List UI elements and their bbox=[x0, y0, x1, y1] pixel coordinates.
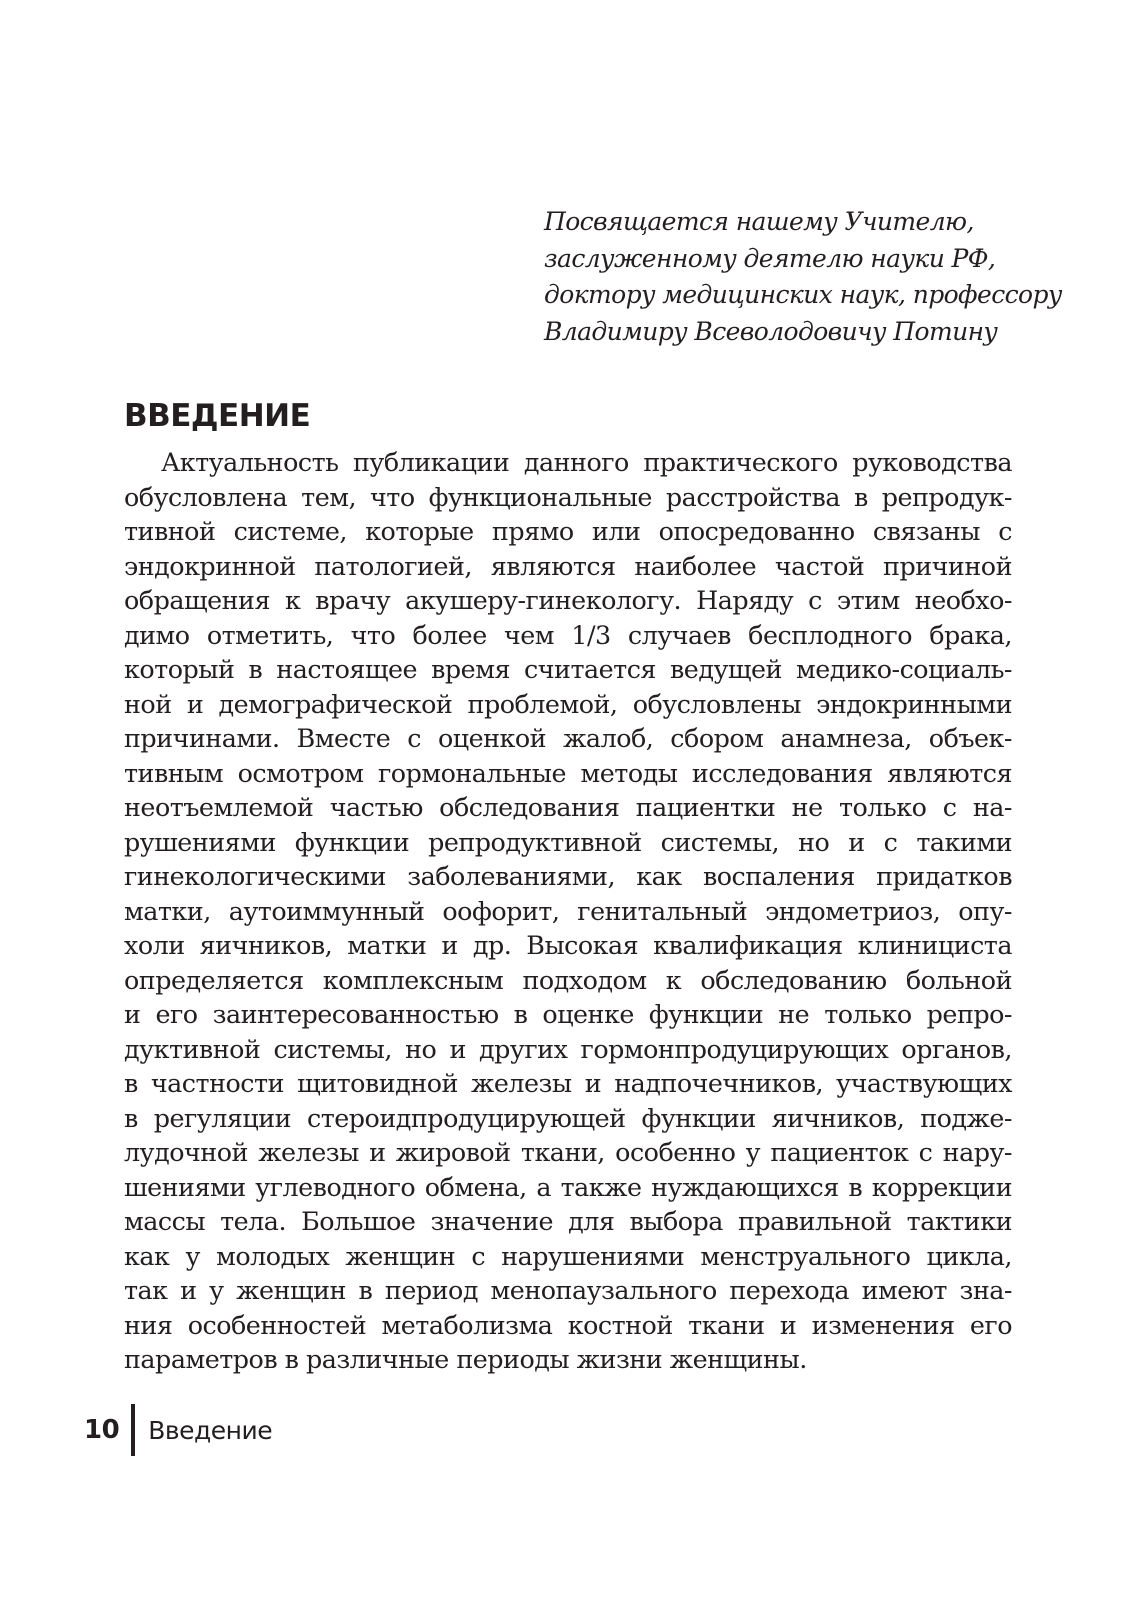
paragraph-line: дуктивной системы, но и других гормонпродуцирующих органов, bbox=[124, 1033, 1012, 1064]
paragraph-line: параметров в различные периоды жизни женщины. bbox=[124, 1344, 807, 1374]
page-number: 10 bbox=[84, 1415, 120, 1445]
paragraph-line: массы тела. Большое значение для выбора правильной тактики bbox=[124, 1206, 1012, 1236]
paragraph-line: так и у женщин в период менопаузального перехода имеют зна- bbox=[124, 1275, 1012, 1305]
section-heading: ВВЕДЕНИЕ bbox=[124, 398, 311, 434]
dedication-line: Владимиру Всеволодовичу Потину bbox=[544, 316, 998, 346]
paragraph-line: димо отметить, что более чем 1/3 случаев бесплодного брака, bbox=[124, 619, 1012, 650]
body-paragraph bbox=[124, 445, 1012, 1377]
paragraph-line: в частности щитовидной железы и надпочечников, участвующих bbox=[124, 1068, 1012, 1098]
dedication bbox=[544, 204, 1062, 350]
paragraph-line: Актуальность публикации данного практического руководства bbox=[161, 447, 1012, 477]
paragraph-line: в регуляции стероидпродуцирующей функции яичников, подже- bbox=[124, 1102, 1012, 1133]
paragraph-line: матки, аутоиммунный оофорит, генитальный эндометриоз, опу- bbox=[124, 895, 1012, 926]
paragraph-line: определяется комплексным подходом к обследованию больной bbox=[124, 964, 1012, 995]
paragraph-line: рушениями функции репродуктивной системы, но и с такими bbox=[124, 826, 1012, 857]
paragraph-line: который в настоящее время считается ведущей медико-социаль- bbox=[124, 654, 1012, 684]
running-title: Введение bbox=[148, 1415, 273, 1445]
page-footer bbox=[84, 1404, 272, 1456]
paragraph-line: тивной системе, которые прямо или опосредованно связаны с bbox=[124, 516, 1012, 546]
paragraph-line: причинами. Вместе с оценкой жалоб, сбором анамнеза, объек- bbox=[124, 723, 1012, 753]
paragraph-line: обращения к врачу акушеру-гинекологу. Наряду с этим необхо- bbox=[124, 585, 1012, 615]
paragraph-line: ния особенностей метаболизма костной ткани и изменения его bbox=[124, 1309, 1012, 1340]
paragraph-line: холи яичников, матки и др. Высокая квалификация клинициста bbox=[124, 930, 1012, 960]
dedication-line: заслуженному деятелю науки РФ, bbox=[544, 243, 996, 273]
paragraph-line: эндокринной патологией, являются наиболее частой причиной bbox=[124, 550, 1012, 581]
paragraph-line: неотъемлемой частью обследования пациентки не только с на- bbox=[124, 792, 1012, 822]
paragraph-line: обусловлена тем, что функциональные расстройства в репродук- bbox=[124, 481, 1012, 512]
dedication-line: доктору медицинских наук, профессору bbox=[544, 280, 1062, 309]
paragraph-line: ной и демографической проблемой, обусловлены эндокринными bbox=[124, 688, 1012, 719]
paragraph-line: гинекологическими заболеваниями, как воспаления придатков bbox=[124, 861, 1012, 891]
dedication-line: Посвящается нашему Учителю, bbox=[544, 207, 974, 236]
paragraph-line: как у молодых женщин с нарушениями менструального цикла, bbox=[124, 1240, 1012, 1271]
paragraph-line: лудочной железы и жировой ткани, особенно у пациенток с нару- bbox=[124, 1137, 1012, 1167]
paragraph-line: шениями углеводного обмена, а также нуждающихся в коррекции bbox=[124, 1171, 1012, 1202]
footer-divider bbox=[131, 1404, 135, 1456]
paragraph-line: и его заинтересованностью в оценке функции не только репро- bbox=[124, 999, 1012, 1029]
paragraph-line: тивным осмотром гормональные методы исследования являются bbox=[124, 757, 1012, 788]
